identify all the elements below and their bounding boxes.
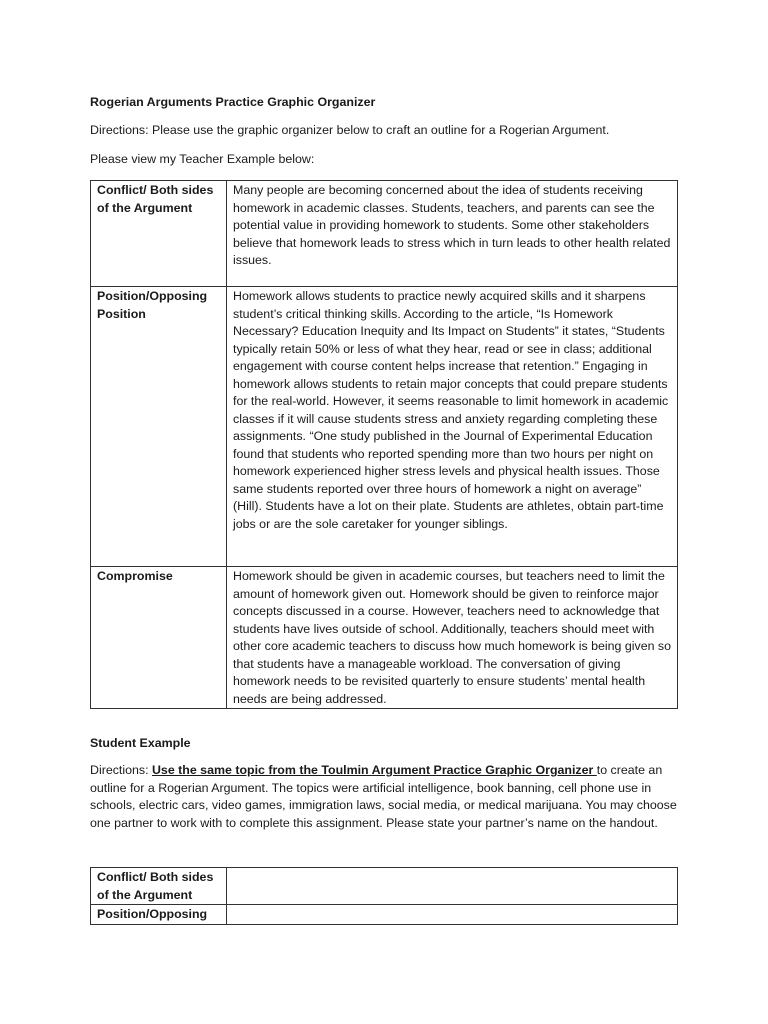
student-example-heading: Student Example (90, 736, 191, 750)
student-row-input-position[interactable] (227, 905, 678, 925)
row-content-compromise: Homework should be given in academic courses, but teachers need to limit the amount of homework given out. Homework should be given to reinforce major concepts discussed in a course. However, teachers need to acknowledge that students have lives outside of school. Additionally, teachers should meet with other core academic teachers to discuss how much homework is being given so that students have a manageable workload. The conversation of giving homework needs to be revisited quarterly to ensure students’ mental health needs are being addressed. (227, 567, 678, 709)
row-label-conflict: Conflict/ Both sides of the Argument (91, 181, 227, 287)
directions-text: Directions: Please use the graphic organizer below to craft an outline for a Rogerian Argument. (90, 123, 610, 137)
teacher-example-note: Please view my Teacher Example below: (90, 152, 315, 166)
table-row (91, 287, 678, 567)
row-label-position: Position/Opposing Position (91, 287, 227, 567)
student-directions-body: to create an outline for a Rogerian Argument. The topics were artificial intelligence, book banning, cell phone use in schools, electric cars, video games, immigration laws, social media, or medical marijuana. You may choose one partner to work with to complete this assignment. Please state your partner’s name on the handout. (90, 763, 677, 830)
row-label-compromise: Compromise (91, 567, 227, 709)
student-row-input-conflict[interactable] (227, 868, 678, 905)
student-row-label-conflict: Conflict/ Both sides of the Argument (91, 868, 227, 905)
table-row (91, 181, 678, 287)
table-row (91, 567, 678, 709)
page-title: Rogerian Arguments Practice Graphic Organizer (90, 95, 376, 109)
row-content-conflict: Many people are becoming concerned about the idea of students receiving homework in academic classes. Students, teachers, and parents can see the potential value in providing homework to students. Some other stakeholders believe that homework leads to stress which in turn leads to other health related issues. (227, 181, 678, 287)
teacher-example-table (90, 180, 678, 709)
table-row (91, 905, 678, 925)
student-directions-prefix: Directions: (90, 763, 152, 777)
toulmin-organizer-link[interactable]: Use the same topic from the Toulmin Argument Practice Graphic Organizer (151, 763, 597, 777)
table-row (91, 868, 678, 905)
row-content-position: Homework allows students to practice newly acquired skills and it sharpens student’s critical thinking skills. According to the article, “Is Homework Necessary? Education Inequity and Its Impact on Students” it states, “Students typically retain 50% or less of what they hear, read or see in class; additional engagement with course content helps increase that retention.” Engaging in homework allows students to retain major concepts that could prepare students for the real-world. However, it seems reasonable to limit homework in academic classes if it will cause students stress and anxiety regarding completing these assignments. “One study published in the Journal of Experimental Education found that students who reported spending more than two hours per night on homework experienced higher stress levels and physical health issues. Those same students reported over three hours of homework a night on average” (Hill). Students have a lot on their plate. Students are athletes, obtain part-time jobs or are the sole caretaker for younger siblings. (227, 287, 678, 567)
student-example-table (90, 867, 678, 925)
student-row-label-position: Position/Opposing (91, 905, 227, 925)
student-directions (90, 762, 678, 832)
